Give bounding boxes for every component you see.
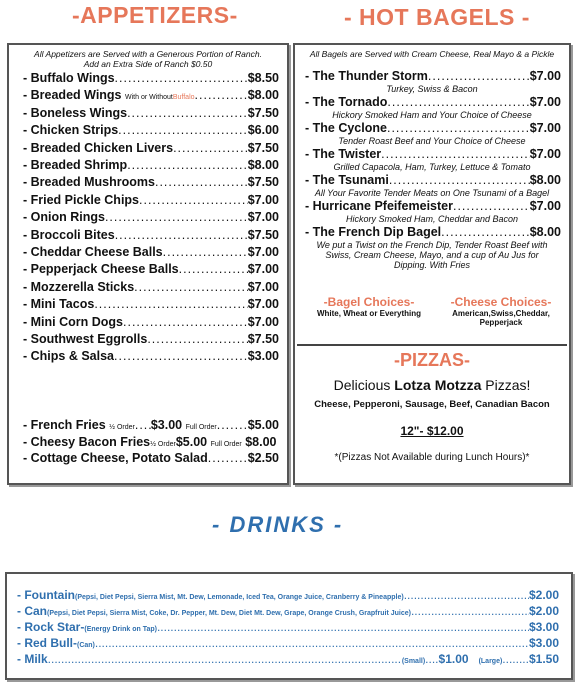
item-name: - Breaded Shrimp bbox=[23, 158, 128, 172]
appetizers-note-line2: Add an Extra Side of Ranch $0.50 bbox=[83, 59, 213, 69]
item-price: $7.00 bbox=[247, 297, 279, 312]
item-price: $7.00 bbox=[247, 192, 279, 207]
drinks-header: - DRINKS - bbox=[212, 512, 344, 537]
item-name: - Hurricane Pfeifemeister bbox=[305, 199, 453, 213]
half-order-label: ½ Order bbox=[109, 424, 135, 431]
item-name: - Mini Corn Dogs bbox=[23, 314, 123, 329]
half-order-price: $5.00 bbox=[175, 435, 208, 449]
pizza-tagline bbox=[295, 377, 569, 393]
appetizer-row bbox=[23, 245, 279, 259]
item-name: - The Twister bbox=[305, 147, 382, 161]
item-price: $3.00 bbox=[247, 349, 279, 364]
item-price: $8.00 bbox=[247, 88, 279, 103]
bagel-description: Grilled Capacola, Ham, Turkey, Lettuce & Tomato bbox=[333, 162, 531, 172]
item-name: - Buffalo Wings bbox=[23, 71, 115, 85]
bagel-row bbox=[305, 147, 561, 161]
drink-price: $2.00 bbox=[528, 604, 559, 618]
appetizer-row bbox=[23, 349, 279, 363]
appetizer-row bbox=[23, 88, 279, 102]
pizza-divider bbox=[297, 344, 567, 346]
item-price: $7.50 bbox=[247, 332, 279, 346]
small-price: $1.00 bbox=[438, 652, 469, 666]
item-name: - Cheddar Cheese Balls bbox=[23, 245, 163, 259]
item-price: $7.50 bbox=[247, 140, 279, 155]
bagel-description: We put a Twist on the French Dip, Tender Roast Beef with bbox=[316, 240, 548, 250]
item-name: - Southwest Eggrolls bbox=[23, 332, 148, 346]
item-price: $8.00 bbox=[247, 158, 279, 172]
pizza-price: 12"- $12.00 bbox=[400, 424, 464, 438]
item-price: $7.00 bbox=[247, 314, 279, 329]
drink-detail: (Pepsi, Diet Pepsi, Sierra Mist, Mt. Dew, Lemonade, Iced Tea, Orange Juice, Cranberry & Pineapple) bbox=[74, 594, 404, 601]
appetizer-row bbox=[23, 71, 279, 85]
large-price: $1.50 bbox=[528, 652, 559, 666]
item-name: - Cheesy Bacon Fries bbox=[23, 435, 151, 449]
appetizers-note-line1: All Appetizers are Served with a Generous Portion of Ranch. bbox=[34, 49, 262, 59]
item-name: - French Fries bbox=[23, 418, 106, 432]
item-name: - Pepperjack Cheese Balls bbox=[23, 262, 179, 277]
appetizer-row bbox=[23, 315, 279, 329]
drink-name: - Can bbox=[17, 604, 47, 618]
bagel-description: Turkey, Swiss & Bacon bbox=[386, 84, 478, 94]
drink-name: - Rock Star- bbox=[17, 620, 85, 634]
item-price: $7.00 bbox=[529, 95, 561, 109]
item-name: - Breaded Mushrooms bbox=[23, 175, 155, 190]
item-price: $8.00 bbox=[529, 173, 561, 187]
item-name: - Cottage Cheese, Potato Salad bbox=[23, 451, 208, 465]
full-order-price: $8.00 bbox=[245, 435, 277, 449]
appetizer-row bbox=[23, 158, 279, 172]
bagel-row bbox=[305, 225, 561, 239]
item-price: $8.00 bbox=[529, 225, 561, 239]
appetizer-row bbox=[23, 123, 279, 137]
drink-name: - Fountain bbox=[17, 588, 75, 602]
drink-detail: (Pepsi, Diet Pepsi, Sierra Mist, Coke, Dr. Pepper, Mt. Dew, Diet Mt. Dew, Grape, Orange Crush, Grapfruit Juice) bbox=[47, 610, 411, 617]
appetizers-panel bbox=[7, 43, 289, 485]
full-order-label: Full Order bbox=[210, 441, 242, 448]
drink-price: $3.00 bbox=[528, 636, 559, 650]
cheese-choices-title: -Cheese Choices- bbox=[450, 295, 552, 309]
full-order-price: $5.00 bbox=[247, 418, 279, 432]
item-price: $7.00 bbox=[529, 147, 561, 161]
appetizer-row bbox=[23, 228, 279, 242]
item-name: - Fried Pickle Chips bbox=[23, 192, 140, 207]
item-price: $2.50 bbox=[247, 451, 279, 465]
bagel-description: Hickory Smoked Ham and Your Choice of Cheese bbox=[332, 110, 532, 120]
item-name: - The Cyclone bbox=[305, 121, 387, 135]
appetizer-row bbox=[23, 193, 279, 207]
milk-row: - Milk ..... (Small) .... $1.00 (Large) ........ $1.50 bbox=[17, 652, 559, 666]
item-note: With or Without bbox=[125, 94, 173, 102]
appetizer-row bbox=[23, 280, 279, 294]
drink-detail: (Can) bbox=[77, 642, 95, 649]
bagels-panel bbox=[293, 43, 571, 485]
item-price: $7.50 bbox=[247, 175, 279, 190]
appetizer-row bbox=[23, 141, 279, 155]
item-name: - Boneless Wings bbox=[23, 105, 128, 120]
appetizer-row bbox=[23, 297, 279, 311]
drink-row bbox=[17, 620, 559, 634]
item-price: $7.00 bbox=[529, 199, 561, 213]
bagels-note: All Bagels are Served with Cream Cheese, Real Mayo & a Pickle bbox=[309, 49, 555, 59]
tagline-brand: Lotza Motzza bbox=[394, 377, 482, 393]
bagel-description: Dipping. With Fries bbox=[394, 260, 470, 270]
pizzas-header: -PIZZAS- bbox=[394, 350, 470, 370]
appetizers-note bbox=[9, 49, 287, 69]
cheese-choices bbox=[435, 295, 567, 327]
item-price: $7.00 bbox=[247, 245, 279, 259]
item-name: - Mini Tacos bbox=[23, 297, 95, 312]
tagline-post: Pizzas! bbox=[481, 377, 531, 393]
bagel-description: Tender Roast Beef and Your Choice of Cheese bbox=[338, 136, 526, 146]
bagel-description: Hickory Smoked Ham, Cheddar and Bacon bbox=[345, 214, 519, 224]
bagel-choices-list: White, Wheat or Everything bbox=[316, 309, 421, 318]
drink-price: $2.00 bbox=[528, 588, 559, 602]
bagel-description: Swiss, Cream Cheese, Mayo, and a cup of Au Jus for bbox=[325, 250, 539, 260]
cheesy-bacon-fries-row bbox=[23, 435, 279, 449]
item-name: - The Tsunami bbox=[305, 173, 389, 187]
item-name: - Breaded Wings bbox=[23, 88, 122, 103]
pizza-note: *(Pizzas Not Available during Lunch Hours)* bbox=[334, 452, 530, 463]
item-name: - Chips & Salsa bbox=[23, 349, 114, 364]
item-price: $7.00 bbox=[247, 279, 279, 294]
full-order-label: Full Order bbox=[185, 424, 217, 431]
item-name: - Mozzerella Sticks bbox=[23, 279, 135, 294]
drink-name: - Red Bull- bbox=[17, 636, 77, 650]
appetizer-row bbox=[23, 106, 279, 120]
cheese-choices-line1: American,Swiss,Cheddar, bbox=[452, 309, 550, 318]
bagel-choices-title: -Bagel Choices- bbox=[323, 295, 415, 309]
half-order-label: ½ Order bbox=[150, 441, 176, 448]
drink-name: - Milk bbox=[17, 652, 48, 666]
half-order-price: $3.00 bbox=[150, 418, 183, 432]
item-name: - The Tornado bbox=[305, 95, 388, 109]
item-price: $7.50 bbox=[247, 227, 279, 242]
bagel-row bbox=[305, 121, 561, 135]
drink-price: $3.00 bbox=[528, 620, 559, 634]
item-name: - Breaded Chicken Livers bbox=[23, 140, 174, 155]
item-price: $7.00 bbox=[247, 262, 279, 277]
item-price: $7.00 bbox=[529, 121, 561, 135]
item-name: - Broccoli Bites bbox=[23, 227, 115, 242]
appetizer-row bbox=[23, 262, 279, 276]
hot-bagels-header: - HOT BAGELS - bbox=[344, 4, 530, 30]
drink-detail: (Energy Drink on Tap) bbox=[84, 626, 157, 633]
drink-row bbox=[17, 636, 559, 650]
cheese-choices-line2: Pepperjack bbox=[479, 318, 523, 327]
item-name: - The French Dip Bagel bbox=[305, 225, 442, 239]
item-price: $6.00 bbox=[247, 123, 279, 138]
cottage-cheese-row bbox=[23, 451, 279, 465]
bagel-row bbox=[305, 173, 561, 187]
drink-row bbox=[17, 604, 559, 618]
appetizer-row bbox=[23, 332, 279, 346]
bagel-choices bbox=[303, 295, 435, 318]
drinks-panel bbox=[5, 572, 573, 680]
appetizer-row bbox=[23, 175, 279, 189]
item-price: $7.50 bbox=[247, 105, 279, 120]
small-label: (Small) bbox=[401, 658, 426, 665]
item-price: $8.50 bbox=[247, 71, 279, 85]
item-name: - Onion Rings bbox=[23, 210, 105, 225]
appetizers-header: -APPETIZERS- bbox=[72, 2, 238, 28]
drink-row bbox=[17, 588, 559, 602]
french-fries-row bbox=[23, 418, 279, 432]
pizza-toppings: Cheese, Pepperoni, Sausage, Beef, Canadian Bacon bbox=[314, 399, 550, 410]
item-price: $7.00 bbox=[247, 210, 279, 225]
bagel-description: All Your Favorite Tender Meats on One Tsunami of a Bagel bbox=[314, 188, 550, 198]
bagel-row bbox=[305, 69, 561, 83]
large-label: (Large) bbox=[478, 658, 503, 665]
item-note-highlight: Buffalo bbox=[172, 94, 195, 102]
item-name: - Chicken Strips bbox=[23, 123, 119, 138]
item-name: - The Thunder Storm bbox=[305, 69, 428, 83]
item-price: $7.00 bbox=[529, 69, 561, 83]
appetizer-row bbox=[23, 210, 279, 224]
pizzas-section bbox=[295, 350, 569, 463]
tagline-pre: Delicious bbox=[333, 377, 395, 393]
bagel-row bbox=[305, 95, 561, 109]
bagel-row bbox=[305, 199, 561, 213]
